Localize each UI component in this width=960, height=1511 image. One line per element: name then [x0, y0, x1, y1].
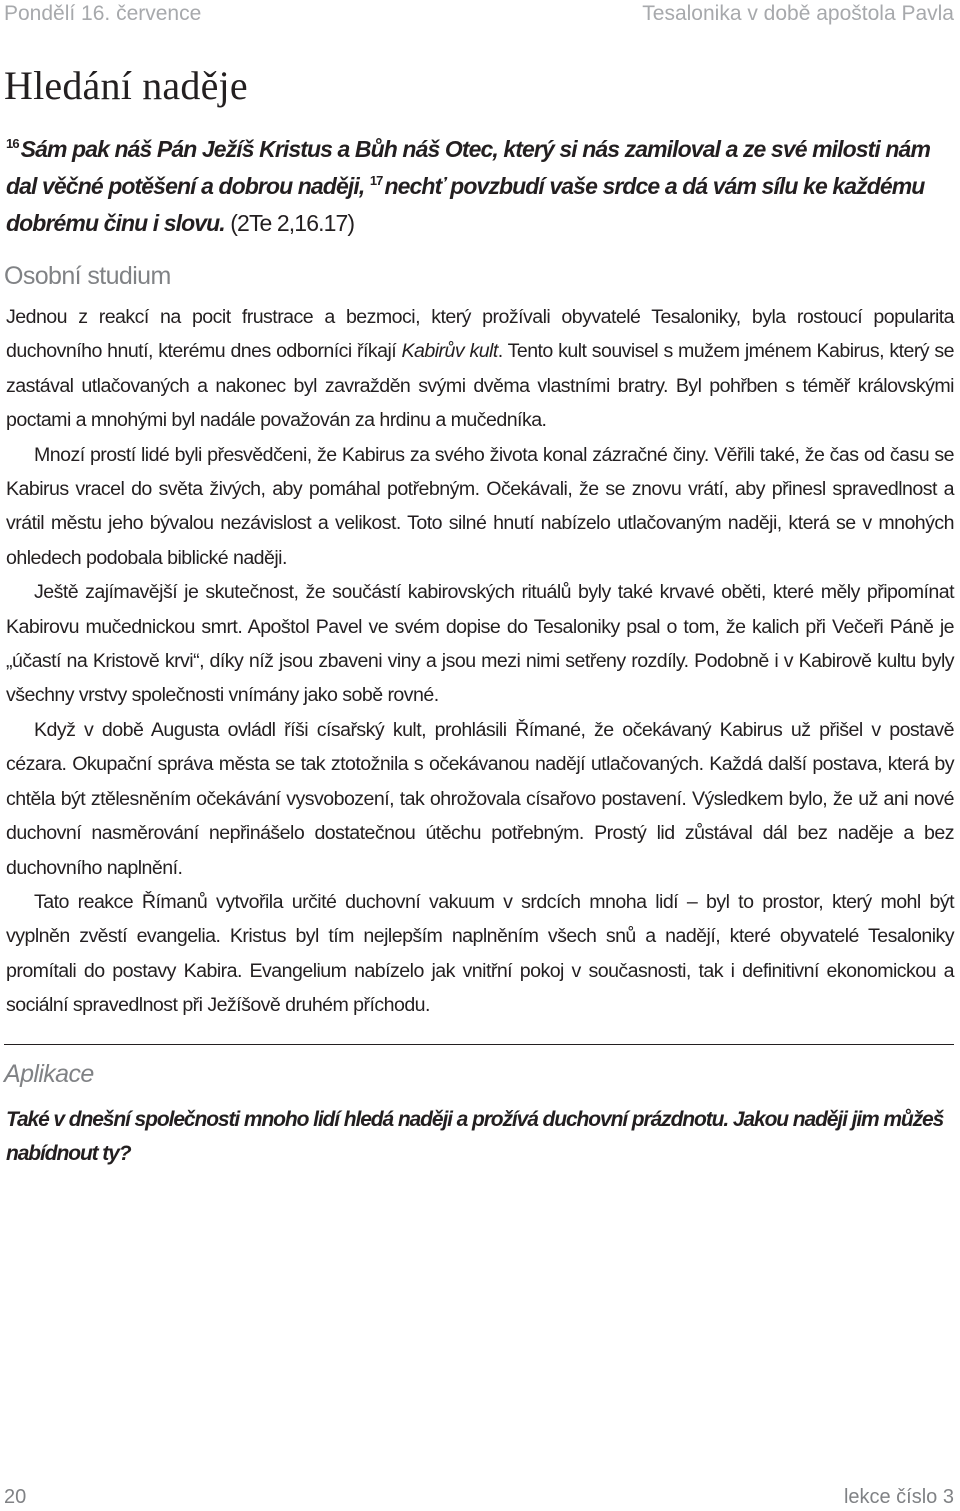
verse-reference: (2Te 2,16.17): [224, 210, 355, 236]
study-paragraph-2: Mnozí prostí lidé byli přesvědčeni, že Kabirus za svého života konal zázračné činy. Věřili také, že čas od času se Kabirus vracel do světa živých, aby pomáhal potřebným. Očekávali, že se znovu vrátí, aby přinesl spravedlnost a vrátil městu jeho bývalou nezávislost a velikost. Toto silné hnutí nabízelo utlačovaným naději, která se v mnohých ohledech podobala biblické naději.: [6, 443, 954, 569]
header-series-title: Tesalonika v době apoštola Pavla: [642, 2, 954, 25]
header-date: Pondělí 16. července: [4, 2, 202, 25]
page-footer: [4, 1483, 954, 1511]
application-text: Také v dnešní společnosti mnoho lidí hledá naději a prožívá duchovní prázdnotu. Jakou naději jim můžeš nabídnout ty?: [6, 1108, 944, 1165]
study-paragraph-3: Ještě zajímavější je skutečnost, že součástí kabirovských rituálů byly také krvavé oběti, které měly připomínat Kabirovu mučednickou smrt. Apoštol Pavel ve svém dopise do Tesaloniky psal o tom, že kalich při Večeři Páně je „účastí na Kristově krvi“, díky níž jsou zbaveni viny a jsou mezi nimi setřeny rozdíly. Podobně i v Kabirově kultu byly všechny vrstvy společnosti vnímány jako sobě rovné.: [6, 581, 954, 707]
page-header: [4, 2, 954, 32]
footer-page-number: 20: [4, 1486, 27, 1508]
bible-verse: [6, 131, 952, 242]
study-p1-end: . Tento kult souvisel s mužem jménem Kabirus, který se zastával utlačovaných a nakonec byl zavražděn svými dvěma vlastními bratry. Byl pohřben s téměř královskými poctami a mnohými byl nadále považován za hrdinu a mučedníka.: [6, 340, 954, 432]
page-title: Hledání naděje: [4, 63, 248, 108]
section-divider: [4, 1044, 954, 1045]
study-p1-start: Jednou z reakcí na pocit frustrace a bezmoci, který prožívali obyvatelé Tesaloniky, byla rostoucí popularita duchovního hnutí, kterému dnes odborníci říkají: [6, 306, 954, 363]
verse-number-16: 16: [6, 136, 19, 151]
study-p1-italic-term: Kabirův kult: [401, 340, 498, 363]
study-paragraph-5: Tato reakce Římanů vytvořila určité duchovní vakuum v srdcích mnoha lidí – byl to prostor, který mohl být vyplněn zvěstí evangelia. Kristus byl tím nejlepším naplněním všech snů a nadějí, které obyvatelé Tesaloniky promítali do postavy Kabira. Evangelium nabízelo jak vnitřní pokoj v současnosti, tak i definitivní ekonomickou a sociální spravedlnost při Ježíšově druhém příchodu.: [6, 890, 954, 1017]
verse-text-16: Sám pak náš Pán Ježíš Kristus a Bůh náš Otec, který si nás zamiloval a ze své milosti nám dal věčné potěšení a dobrou naději,: [6, 136, 930, 199]
study-body: [6, 300, 954, 1023]
verse-number-17: 17: [369, 173, 383, 188]
study-heading: Osobní studium: [4, 262, 171, 290]
application-heading: Aplikace: [4, 1060, 94, 1088]
footer-lesson: lekce číslo 3: [843, 1486, 954, 1508]
verse-text-17: nechť povzbudí vaše srdce a dá vám sílu ke každému dobrému činu i slovu.: [6, 173, 925, 236]
study-paragraph-1: [6, 300, 954, 438]
study-paragraph-4: Když v době Augusta ovládl říši císařský kult, prohlásili Římané, že očekávaný Kabirus už přišel v postavě cézara. Okupační správa města se tak ztotožnila s očekávanou nadějí utlačovaných. Každá další postava, která by chtěla být ztělesněním očekávání vysvobození, tak ohrožovala císařovo postavení. Výsledkem bylo, že už ani nové duchovní nasměrování nepřinášelo dostatečnou útěchu potřebným. Prostý lid zůstával dál bez naděje a bez duchovního naplnění.: [6, 718, 954, 879]
